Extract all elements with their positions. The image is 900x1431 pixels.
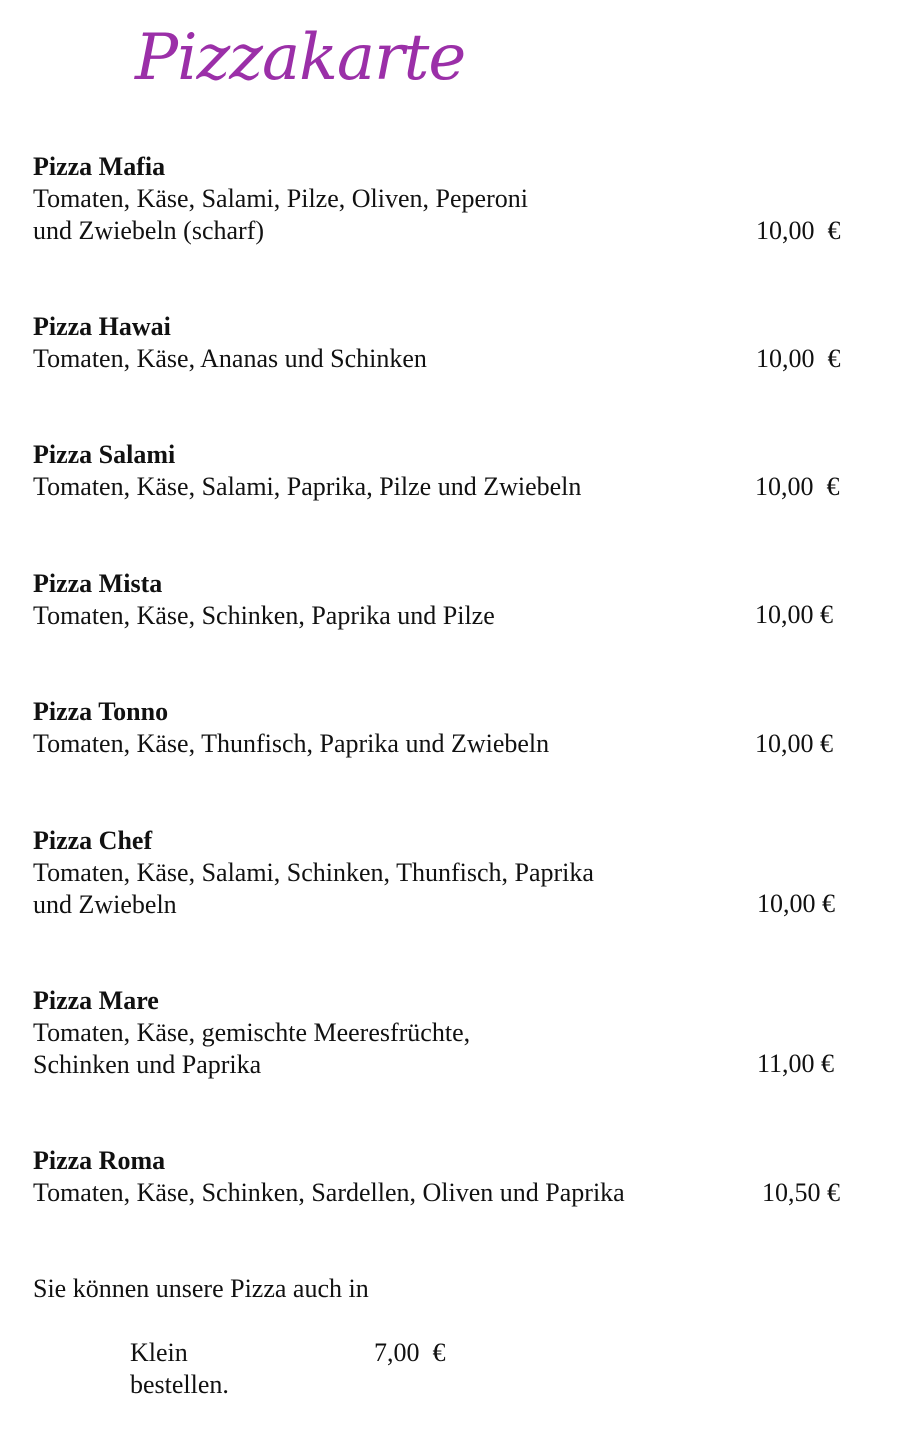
menu-item — [33, 151, 853, 247]
menu-item-description — [33, 1017, 853, 1081]
menu-item-description-line: Tomaten, Käse, gemischte Meeresfrüchte, — [33, 1018, 471, 1047]
menu-item-price: 10,00 € — [756, 344, 841, 373]
menu-item-name: Pizza Mista — [33, 569, 163, 598]
menu-item-description-line: Tomaten, Käse, Schinken, Paprika und Pilze — [33, 601, 495, 630]
menu-item-name: Pizza Salami — [33, 440, 176, 469]
menu-item-description — [33, 1177, 853, 1209]
menu-item-price: 10,00 € — [755, 600, 833, 629]
menu-item — [33, 825, 853, 921]
size-note: Sie können unsere Pizza auch in — [33, 1274, 369, 1303]
menu-item-price: 11,00 € — [757, 1049, 835, 1078]
menu-item-name: Pizza Tonno — [33, 697, 169, 726]
menu-item-description-line: Tomaten, Käse, Salami, Paprika, Pilze und Zwiebeln — [33, 472, 582, 501]
menu-item-price: 10,00 € — [757, 889, 835, 918]
menu-item-description — [33, 183, 853, 247]
menu-item — [33, 439, 853, 503]
menu-item-description — [33, 600, 853, 632]
menu-item-description — [33, 343, 853, 375]
menu-item-description-line: Tomaten, Käse, Thunfisch, Paprika und Zwiebeln — [33, 729, 550, 758]
menu-item-price: 10,00 € — [755, 729, 833, 758]
small-size-suffix: bestellen. — [130, 1370, 229, 1399]
small-size-price: 7,00 € — [374, 1338, 446, 1367]
menu-item-price: 10,00 € — [756, 216, 841, 245]
menu-item-name: Pizza Chef — [33, 826, 153, 855]
menu-item-description-line: und Zwiebeln (scharf) — [33, 216, 265, 245]
menu-item-description — [33, 857, 853, 921]
page-title: Pizzakarte — [135, 21, 466, 95]
menu-item-name: Pizza Hawai — [33, 312, 171, 341]
menu-item-description-line: Tomaten, Käse, Salami, Pilze, Oliven, Peperoni — [33, 184, 528, 213]
menu-item-name: Pizza Mafia — [33, 152, 166, 181]
menu-item-description-line: Tomaten, Käse, Ananas und Schinken — [33, 344, 427, 373]
menu-item-price: 10,00 € — [755, 472, 840, 501]
menu-item — [33, 985, 853, 1081]
menu-item-name: Pizza Roma — [33, 1146, 166, 1175]
menu-item-description-line: Tomaten, Käse, Salami, Schinken, Thunfisch, Paprika — [33, 858, 594, 887]
menu-item — [33, 696, 853, 760]
menu-item — [33, 1145, 853, 1209]
menu-item — [33, 311, 853, 375]
menu-item — [33, 568, 853, 632]
menu-item-description-line: Schinken und Paprika — [33, 1050, 262, 1079]
menu-item-description-line: Tomaten, Käse, Schinken, Sardellen, Oliven und Paprika — [33, 1178, 625, 1207]
small-size-label: Klein — [130, 1338, 188, 1367]
menu-item-description — [33, 728, 853, 760]
menu-item-price: 10,50 € — [762, 1178, 840, 1207]
menu-item-description-line: und Zwiebeln — [33, 890, 177, 919]
menu-item-name: Pizza Mare — [33, 986, 159, 1015]
menu-item-description — [33, 471, 853, 503]
